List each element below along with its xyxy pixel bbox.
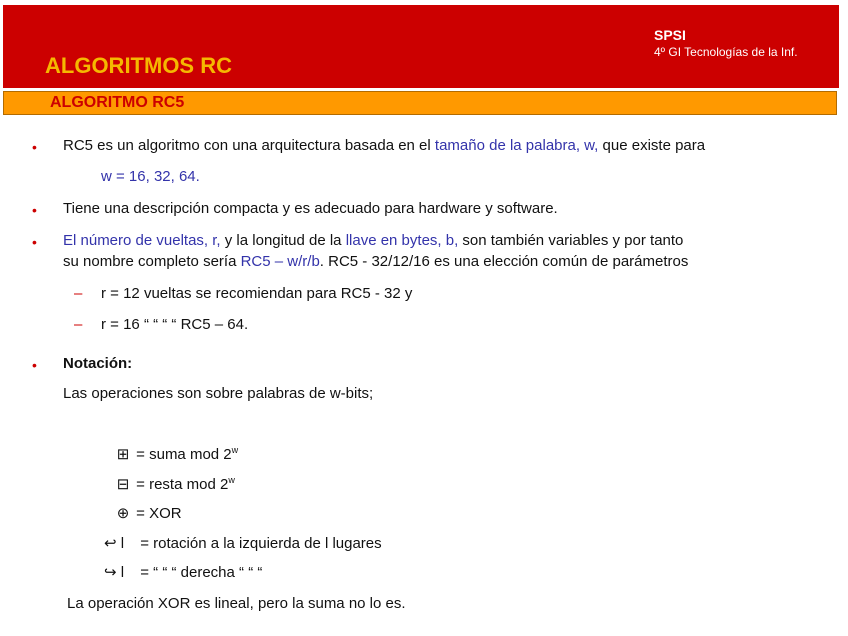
op-rotr-row [104, 563, 262, 581]
section-bar [3, 91, 837, 115]
op-add-sup: w [231, 445, 239, 455]
circle-plus-icon: ⊕ [116, 505, 130, 522]
bullet-1-text-a: RC5 es un algoritmo con una arquitectura basada en el [63, 137, 435, 154]
op-sub-row [114, 475, 235, 493]
bullet-1-line-1 [63, 137, 705, 154]
bullet-3-text-g: . RC5 - 32/12/16 es una elección común de parámetros [319, 253, 689, 270]
bullet-3-text-f: RC5 – w/r/b [240, 253, 320, 270]
notation-text: Las operaciones son sobre palabras de w-bits; [63, 385, 374, 402]
box-minus-icon: ⊟ [116, 476, 130, 493]
bullet-1-line-2: w = 16, 32, 64. [101, 168, 200, 185]
bullet-marker: • [32, 202, 37, 218]
slide-header [3, 5, 839, 88]
bullet-1-text-c: que existe para [598, 137, 706, 154]
course-info [654, 27, 798, 59]
notation-heading: Notación: [63, 355, 133, 372]
rotate-left-icon: ↩ l [104, 535, 125, 552]
bullet-3-text-d: son también variables y por tanto [458, 232, 684, 249]
op-add-row [114, 445, 238, 463]
op-xor-row [114, 504, 182, 522]
bullet-marker: • [32, 234, 37, 250]
closing-text: La operación XOR es lineal, pero la suma no lo es. [67, 595, 406, 612]
bullet-3-line-2 [63, 253, 688, 270]
course-name: 4º GI Tecnologías de la Inf. [654, 45, 798, 59]
op-xor-text: = XOR [136, 505, 182, 522]
sub-bullet-2-text: r = 16 “ “ “ “ RC5 – 64. [101, 316, 249, 333]
bullet-marker: • [32, 357, 37, 373]
op-rotl-text: = rotación a la izquierda de l lugares [140, 535, 382, 552]
box-plus-icon: ⊞ [116, 446, 130, 463]
bullet-2-text: Tiene una descripción compacta y es adecuado para hardware y software. [63, 200, 558, 217]
slide-title: ALGORITMOS RC [45, 53, 232, 78]
course-code: SPSI [654, 27, 686, 43]
bullet-3-text-c: llave en bytes, b, [345, 232, 459, 249]
op-rotl-row [104, 534, 382, 552]
op-rotr-text: = “ “ “ derecha “ “ “ [140, 564, 263, 581]
bullet-3-text-e: su nombre completo sería [63, 253, 241, 270]
bullet-1-highlight: tamaño de la palabra, w, [434, 137, 599, 154]
bullet-3-text-a: El número de vueltas, r, [63, 232, 221, 249]
section-title: ALGORITMO RC5 [50, 94, 185, 111]
bullet-3-text-b: y la longitud de la [220, 232, 346, 249]
rotate-right-icon: ↪ l [104, 564, 125, 581]
bullet-3-line-1 [63, 232, 683, 249]
bullet-marker: • [32, 139, 37, 155]
op-sub-text: = resta mod 2 [136, 476, 229, 493]
sub-bullet-marker: – [74, 316, 83, 333]
op-sub-sup: w [228, 475, 235, 485]
sub-bullet-1-text: r = 12 vueltas se recomiendan para RC5 - 32 y [101, 285, 413, 302]
sub-bullet-marker: – [74, 285, 83, 302]
op-add-text: = suma mod 2 [136, 446, 232, 463]
